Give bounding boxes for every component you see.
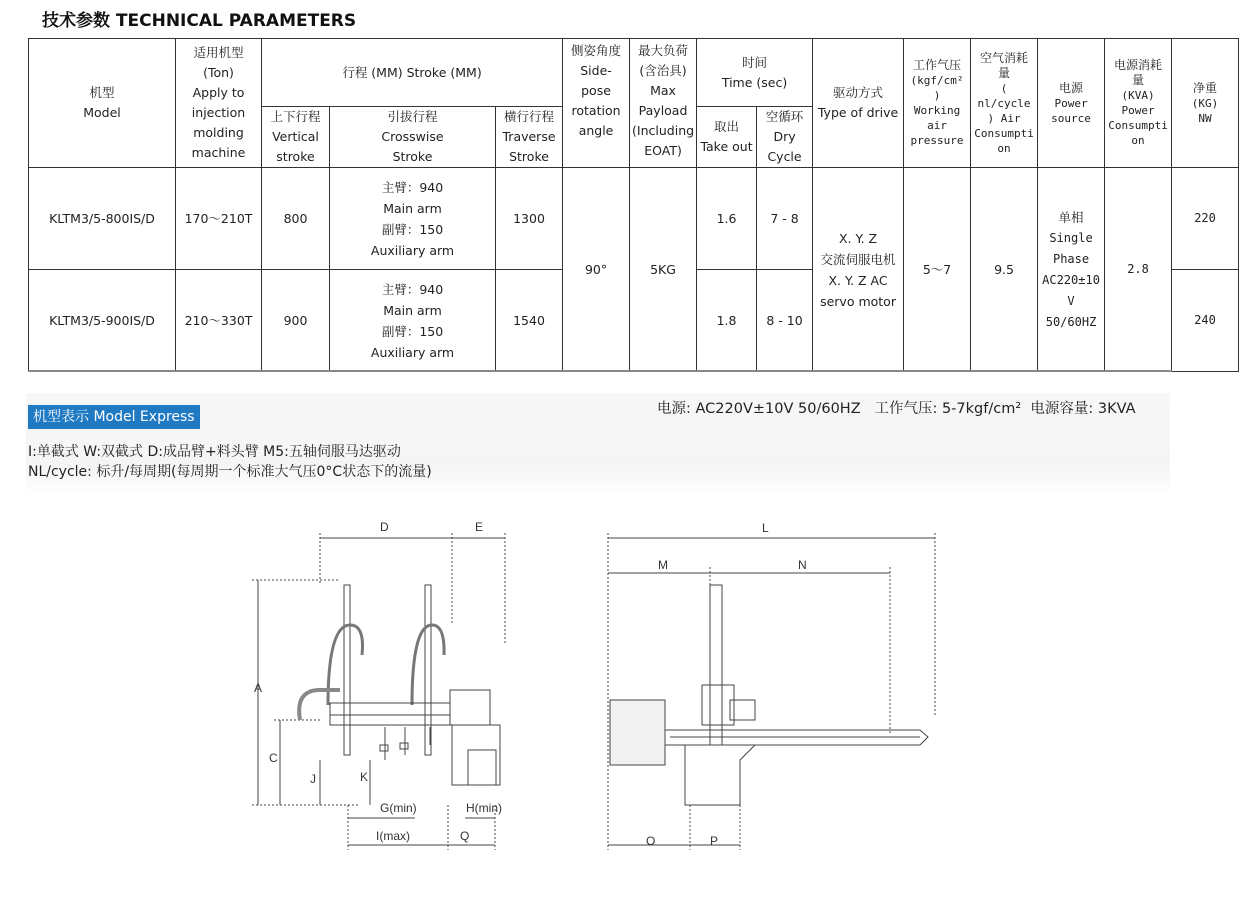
- header-text: (Including: [632, 123, 695, 138]
- header-takeout: [697, 107, 757, 168]
- header-text: 取出: [714, 119, 740, 134]
- header-side-pose: [563, 39, 630, 168]
- header-machine: [176, 39, 262, 168]
- header-text: 适用机型: [193, 45, 244, 60]
- header-text: Traverse: [502, 129, 556, 144]
- cell-text: V 50/60HZ: [1045, 293, 1097, 329]
- header-text: 空气消耗: [980, 50, 1029, 65]
- cell-weight: 240: [1172, 270, 1239, 372]
- header-text: Cycle: [767, 149, 802, 164]
- cell-traverse: 1540: [496, 270, 563, 372]
- header-text: 量: [1132, 73, 1145, 87]
- cell-model: KLTM3/5-800IS/D: [29, 168, 176, 270]
- cell-text: 副臂：150: [381, 221, 444, 237]
- dim-label-n: N: [798, 558, 807, 572]
- cell-pressure: 5～7: [904, 168, 971, 372]
- header-text: 上下行程: [270, 109, 321, 124]
- cell-text: 副臂：150: [381, 323, 444, 339]
- header-text: on: [997, 141, 1011, 155]
- header-time: [697, 39, 813, 107]
- header-text: Working: [913, 104, 961, 117]
- header-text: source: [1051, 111, 1091, 125]
- header-text: (kgf/cm²: [910, 74, 964, 87]
- header-air-consumption: [971, 39, 1038, 168]
- side-view-drawing: [590, 505, 950, 855]
- header-text: 工作气压: [913, 58, 962, 72]
- header-text: pressure: [910, 134, 964, 147]
- cell-text: 交流伺服电机: [820, 251, 896, 267]
- header-vertical: [262, 107, 330, 168]
- model-legend-line-2: NL/cycle: 标升/每周期(每周期一个标准大气压0°C状态下的流量): [28, 464, 432, 480]
- header-text: 引拔行程: [387, 109, 438, 124]
- front-view-drawing: [240, 505, 530, 855]
- header-text: injection: [191, 105, 246, 120]
- cell-text: AC220±10: [1042, 272, 1100, 287]
- cell-crosswise: [330, 270, 496, 372]
- header-traverse: [496, 107, 563, 168]
- header-text: air: [927, 119, 947, 132]
- dim-label-j: J: [310, 772, 316, 786]
- header-text: Apply to: [192, 85, 245, 100]
- header-text: (KG): [1191, 96, 1219, 110]
- header-text: Dry: [773, 129, 796, 144]
- cell-vertical: 900: [262, 270, 330, 372]
- cell-crosswise: [330, 168, 496, 270]
- cell-text: X. Y. Z: [838, 230, 878, 246]
- header-text: machine: [191, 145, 246, 160]
- header-text: Time (sec): [721, 74, 788, 90]
- cell-takeout: 1.8: [697, 270, 757, 372]
- cell-model: KLTM3/5-900IS/D: [29, 270, 176, 372]
- header-text: ) Air: [987, 111, 1021, 125]
- cell-text: Main arm: [383, 302, 442, 318]
- header-text: EOAT): [644, 143, 682, 158]
- cell-text: Single: [1049, 230, 1093, 245]
- header-power-consumption: [1105, 39, 1172, 168]
- header-crosswise: [330, 107, 496, 168]
- dim-label-i: I(max): [376, 829, 410, 843]
- cell-text: 主臂：940: [381, 281, 444, 297]
- cell-dry-cycle: 7 - 8: [757, 168, 813, 270]
- header-text: Payload: [638, 103, 688, 118]
- cell-payload: 5KG: [630, 168, 697, 372]
- cell-text: 主臂：940: [381, 179, 444, 195]
- header-text: 电源: [1059, 80, 1084, 95]
- dim-label-c: C: [269, 751, 278, 765]
- header-text: (含治具): [639, 63, 687, 78]
- header-text: 空循环: [765, 109, 804, 124]
- cell-machine: 170～210T: [176, 168, 262, 270]
- header-text: molding: [193, 125, 244, 140]
- header-text: Power: [1054, 96, 1088, 110]
- header-text: Power: [1121, 104, 1155, 117]
- cell-text: 单相: [1058, 209, 1084, 225]
- header-text: (Ton): [203, 65, 234, 80]
- cell-takeout: 1.6: [697, 168, 757, 270]
- page-title: 技术参数 TECHNICAL PARAMETERS: [42, 11, 357, 31]
- dim-label-p: P: [710, 834, 719, 848]
- model-express-badge: 机型表示 Model Express: [28, 405, 200, 429]
- dim-label-e: E: [475, 520, 484, 534]
- header-text: 侧姿角度: [571, 43, 622, 58]
- header-text: 横行行程: [504, 109, 555, 124]
- header-text: Type of drive: [817, 105, 899, 120]
- technical-parameters-table: [28, 38, 1239, 372]
- header-stroke: 行程 (MM) Stroke (MM): [262, 39, 563, 107]
- cell-side-pose: 90°: [563, 168, 630, 372]
- header-text: Stroke: [392, 149, 433, 164]
- header-power-source: [1038, 39, 1105, 168]
- header-text: 机型: [89, 85, 115, 100]
- cell-weight: 220: [1172, 168, 1239, 270]
- dim-label-d: D: [380, 520, 389, 534]
- header-text: NW: [1198, 111, 1212, 125]
- header-text: Model: [83, 105, 121, 120]
- header-text: 驱动方式: [833, 85, 884, 100]
- header-payload: [630, 39, 697, 168]
- header-model: [29, 39, 176, 168]
- dim-label-o: O: [646, 834, 656, 848]
- header-text: nl/cycle: [977, 96, 1031, 110]
- dim-label-m: M: [658, 558, 668, 572]
- cell-power-source: [1038, 168, 1105, 372]
- header-text: Vertical: [272, 129, 319, 144]
- dim-label-a: A: [254, 681, 263, 695]
- header-dry-cycle: [757, 107, 813, 168]
- header-text: ): [933, 89, 941, 102]
- header-text: Crosswise: [381, 129, 444, 144]
- dim-label-q: Q: [460, 829, 470, 843]
- header-text: Consumpti: [974, 126, 1034, 140]
- cell-traverse: 1300: [496, 168, 563, 270]
- cell-dry-cycle: 8 - 10: [757, 270, 813, 372]
- cell-power-consumption: 2.8: [1105, 168, 1172, 372]
- header-text: Take out: [700, 139, 753, 154]
- header-text: 最大负荷: [638, 43, 689, 58]
- cell-text: Phase: [1052, 251, 1090, 266]
- header-text: pose: [581, 83, 611, 98]
- header-text: on: [1131, 134, 1145, 147]
- power-info-text: 电源: AC220V±10V 50/60HZ 工作气压: 5-7kgf/cm² 电源容量: 3KVA: [657, 401, 1136, 417]
- table-bottom-rule: [28, 370, 1172, 372]
- header-text: 电源消耗: [1114, 58, 1163, 72]
- header-weight: [1172, 39, 1239, 168]
- header-pressure: [904, 39, 971, 168]
- header-text: Side-: [580, 63, 612, 78]
- header-text: 量: [998, 65, 1011, 80]
- header-text: Consumpti: [1108, 119, 1168, 132]
- header-text: Max: [650, 83, 676, 98]
- header-text: 时间: [742, 54, 768, 70]
- cell-machine: 210～330T: [176, 270, 262, 372]
- cell-text: Main arm: [383, 200, 442, 216]
- cell-text: Auxiliary arm: [370, 242, 455, 258]
- dim-label-g: G(min): [380, 801, 417, 815]
- model-legend-line-1: I:单截式 W:双截式 D:成品臂+料头臂 M5:五轴伺服马达驱动: [28, 444, 401, 460]
- header-text: rotation: [571, 103, 621, 118]
- header-drive: [813, 39, 904, 168]
- header-text: Stroke: [509, 149, 549, 164]
- dim-label-h: H(min): [466, 801, 502, 815]
- header-text: angle: [578, 123, 614, 138]
- header-text: (: [1000, 81, 1008, 95]
- dim-label-k: K: [360, 770, 369, 784]
- header-text: 净重: [1193, 80, 1218, 95]
- cell-text: X. Y. Z AC: [828, 272, 888, 288]
- cell-air-consumption: 9.5: [971, 168, 1038, 372]
- cell-text: Auxiliary arm: [370, 344, 455, 360]
- header-text: (KVA): [1121, 89, 1155, 102]
- dim-label-l: L: [762, 521, 769, 535]
- cell-drive: [813, 168, 904, 372]
- cell-text: servo motor: [820, 293, 896, 309]
- cell-vertical: 800: [262, 168, 330, 270]
- table-row: [29, 168, 1239, 270]
- header-text: stroke: [276, 149, 315, 164]
